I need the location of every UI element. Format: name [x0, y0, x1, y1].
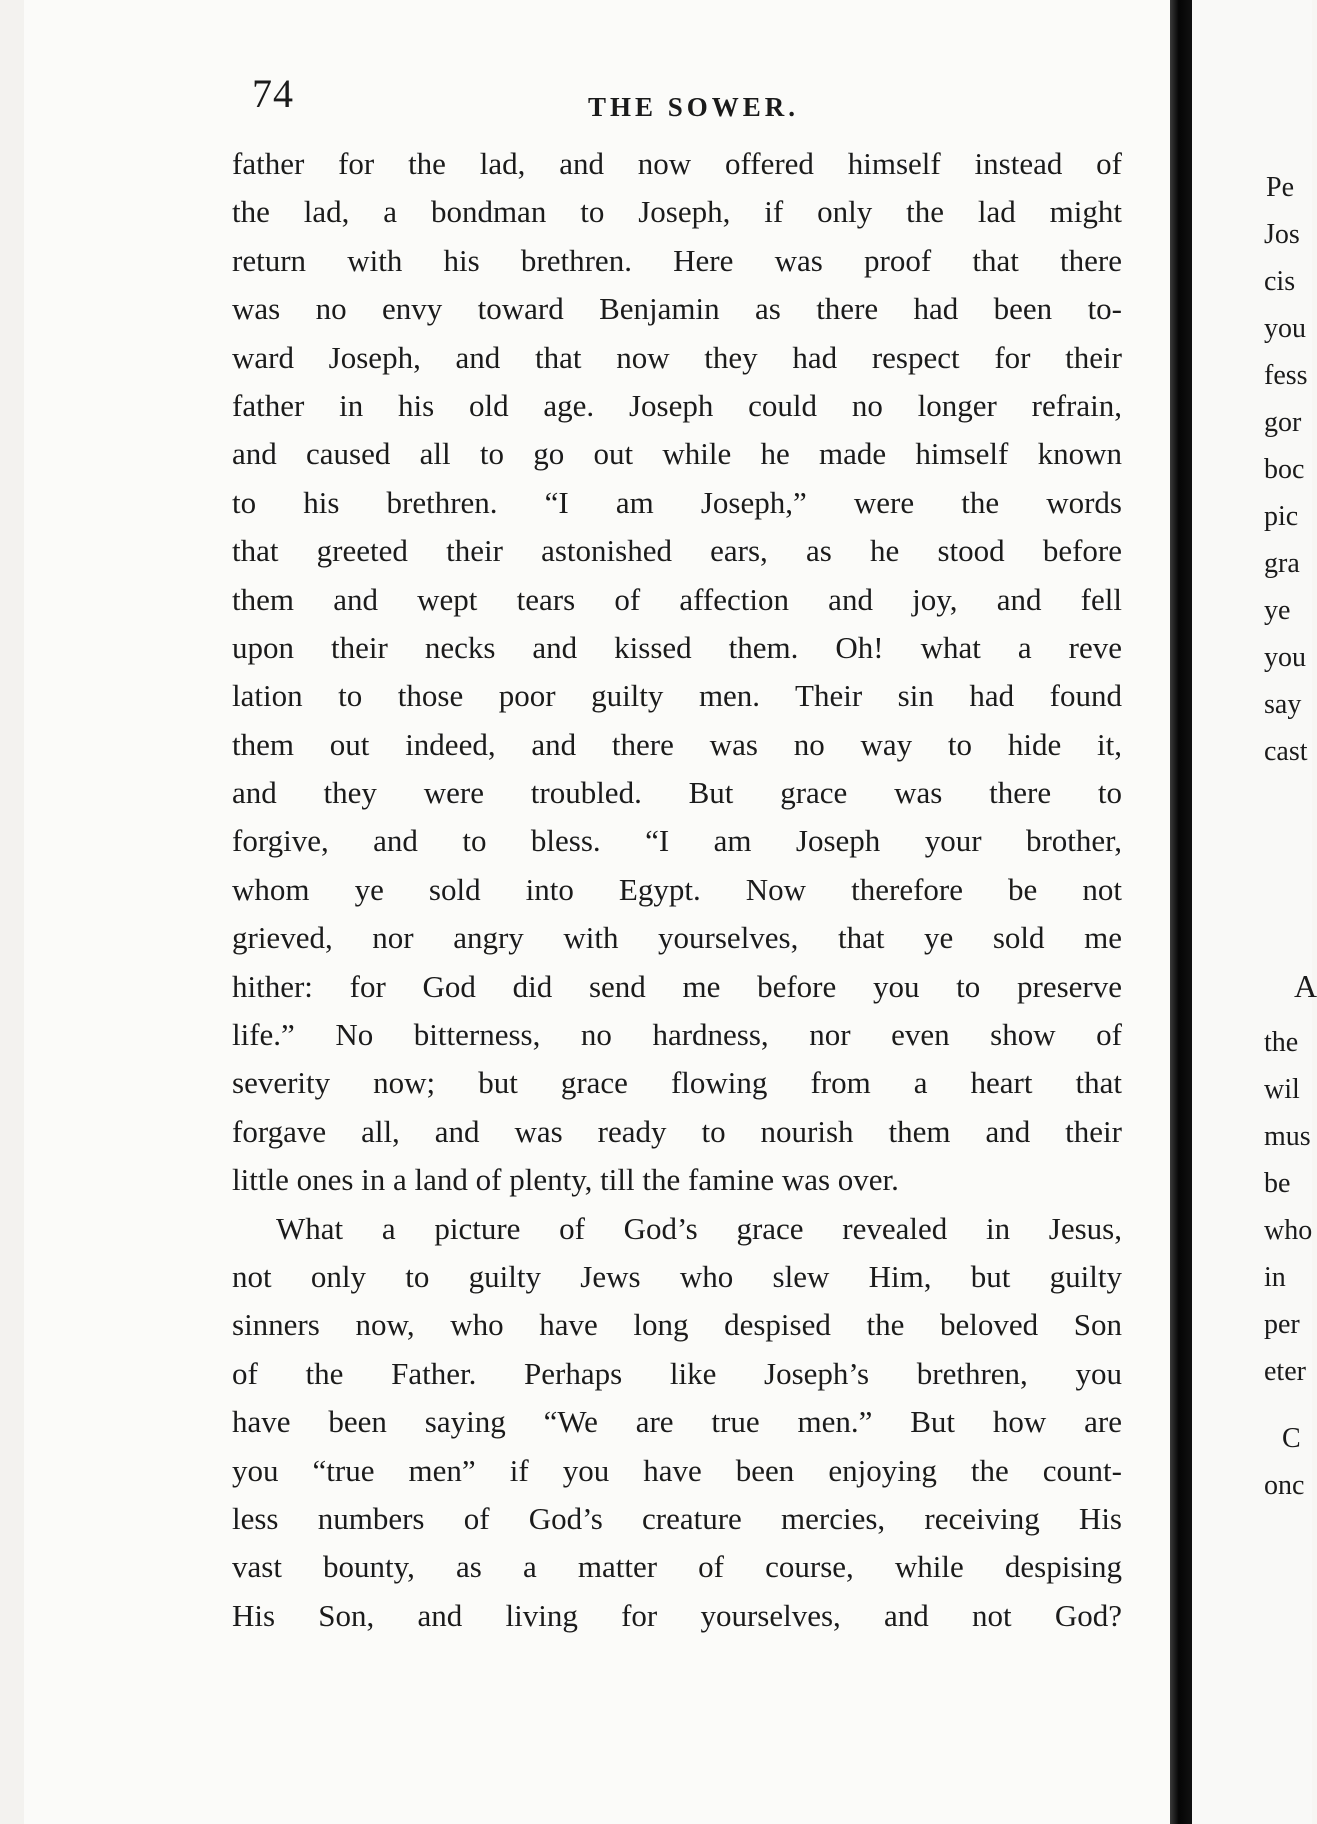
facing-page-fragment: gra: [1264, 548, 1300, 579]
facing-page-fragment: cast: [1264, 736, 1308, 767]
facing-page-fragment: Jos: [1264, 219, 1300, 250]
text-line: was no envy toward Benjamin as there had been to-: [232, 291, 1122, 327]
text-line: them out indeed, and there was no way to hide it,: [232, 726, 1122, 762]
text-line: return with his brethren. Here was proof that there: [232, 242, 1122, 278]
text-line: not only to guilty Jews who slew Him, but guilty: [232, 1258, 1122, 1294]
text-line: lation to those poor guilty men. Their sin had found: [232, 678, 1122, 714]
facing-page-fragment: ye: [1264, 595, 1291, 626]
facing-page-fragment: fess: [1264, 360, 1308, 391]
facing-page-fragment: boc: [1264, 454, 1305, 485]
facing-page-fragment: A: [1294, 968, 1317, 1004]
facing-page-fragment: eter: [1264, 1356, 1306, 1387]
facing-page-fragment: C: [1282, 1423, 1301, 1454]
text-line: you “true men” if you have been enjoying the count-: [232, 1452, 1122, 1488]
text-line: the lad, a bondman to Joseph, if only the lad might: [232, 194, 1122, 230]
text-line: severity now; but grace flowing from a heart that: [232, 1065, 1122, 1101]
page-body: [232, 140, 1122, 1640]
facing-page-fragment: cis: [1264, 266, 1296, 297]
facing-page-fragment: gor: [1264, 407, 1302, 438]
facing-page-fragment: say: [1264, 689, 1302, 720]
facing-page-fragment: you: [1264, 313, 1306, 344]
text-line: and they were troubled. But grace was there to: [232, 775, 1122, 811]
facing-page-fragment: the: [1264, 1027, 1299, 1058]
book-gutter: [1170, 0, 1192, 1824]
text-line: ward Joseph, and that now they had respect for their: [232, 339, 1122, 375]
facing-page-fragment: you: [1264, 642, 1306, 673]
facing-page-fragment: in: [1264, 1262, 1286, 1293]
text-line: them and wept tears of affection and joy, and fell: [232, 581, 1122, 617]
text-line: grieved, nor angry with yourselves, that ye sold me: [232, 920, 1122, 956]
text-line: have been saying “We are true men.” But how are: [232, 1404, 1122, 1440]
page-number: 74: [252, 71, 294, 116]
facing-page-fragment: mus: [1264, 1121, 1311, 1152]
text-line: forgave all, and was ready to nourish them and their: [232, 1113, 1122, 1149]
running-head: THE SOWER.: [588, 92, 800, 122]
paragraph-start-line: What a picture of God’s grace revealed in Jesus,: [276, 1210, 1122, 1246]
text-line: vast bounty, as a matter of course, while despising: [232, 1549, 1122, 1585]
text-line: upon their necks and kissed them. Oh! what a reve: [232, 629, 1122, 665]
text-line: hither: for God did send me before you to preserve: [232, 968, 1122, 1004]
text-line: life.” No bitterness, no hardness, nor even show of: [232, 1017, 1122, 1053]
facing-page-fragment: per: [1264, 1309, 1300, 1340]
facing-page-fragment: pic: [1264, 501, 1299, 532]
text-line: father in his old age. Joseph could no longer refrain,: [232, 387, 1122, 423]
text-line: whom ye sold into Egypt. Now therefore be not: [232, 871, 1122, 907]
text-line: and caused all to go out while he made himself known: [232, 436, 1122, 472]
text-line: forgive, and to bless. “I am Joseph your brother,: [232, 823, 1122, 859]
facing-page-fragment: be: [1264, 1168, 1291, 1199]
facing-page-fragment: who: [1264, 1215, 1313, 1246]
book-page: [24, 0, 1170, 1824]
text-line: little ones in a land of plenty, till the famine was over.: [232, 1162, 899, 1198]
facing-page-fragment: wil: [1264, 1074, 1300, 1105]
text-line: that greeted their astonished ears, as he stood before: [232, 533, 1122, 569]
text-line: sinners now, who have long despised the beloved Son: [232, 1307, 1122, 1343]
text-line: less numbers of God’s creature mercies, receiving His: [232, 1500, 1122, 1536]
facing-page-fragment: Pe: [1266, 172, 1294, 203]
text-line: to his brethren. “I am Joseph,” were the words: [232, 484, 1122, 520]
facing-page: [1192, 0, 1317, 1824]
facing-page-fragment: onc: [1264, 1470, 1305, 1501]
text-line: of the Father. Perhaps like Joseph’s brethren, you: [232, 1355, 1122, 1391]
text-line: His Son, and living for yourselves, and not God?: [232, 1597, 1122, 1633]
left-margin: [0, 0, 24, 1824]
text-line: father for the lad, and now offered himself instead of: [232, 146, 1122, 181]
